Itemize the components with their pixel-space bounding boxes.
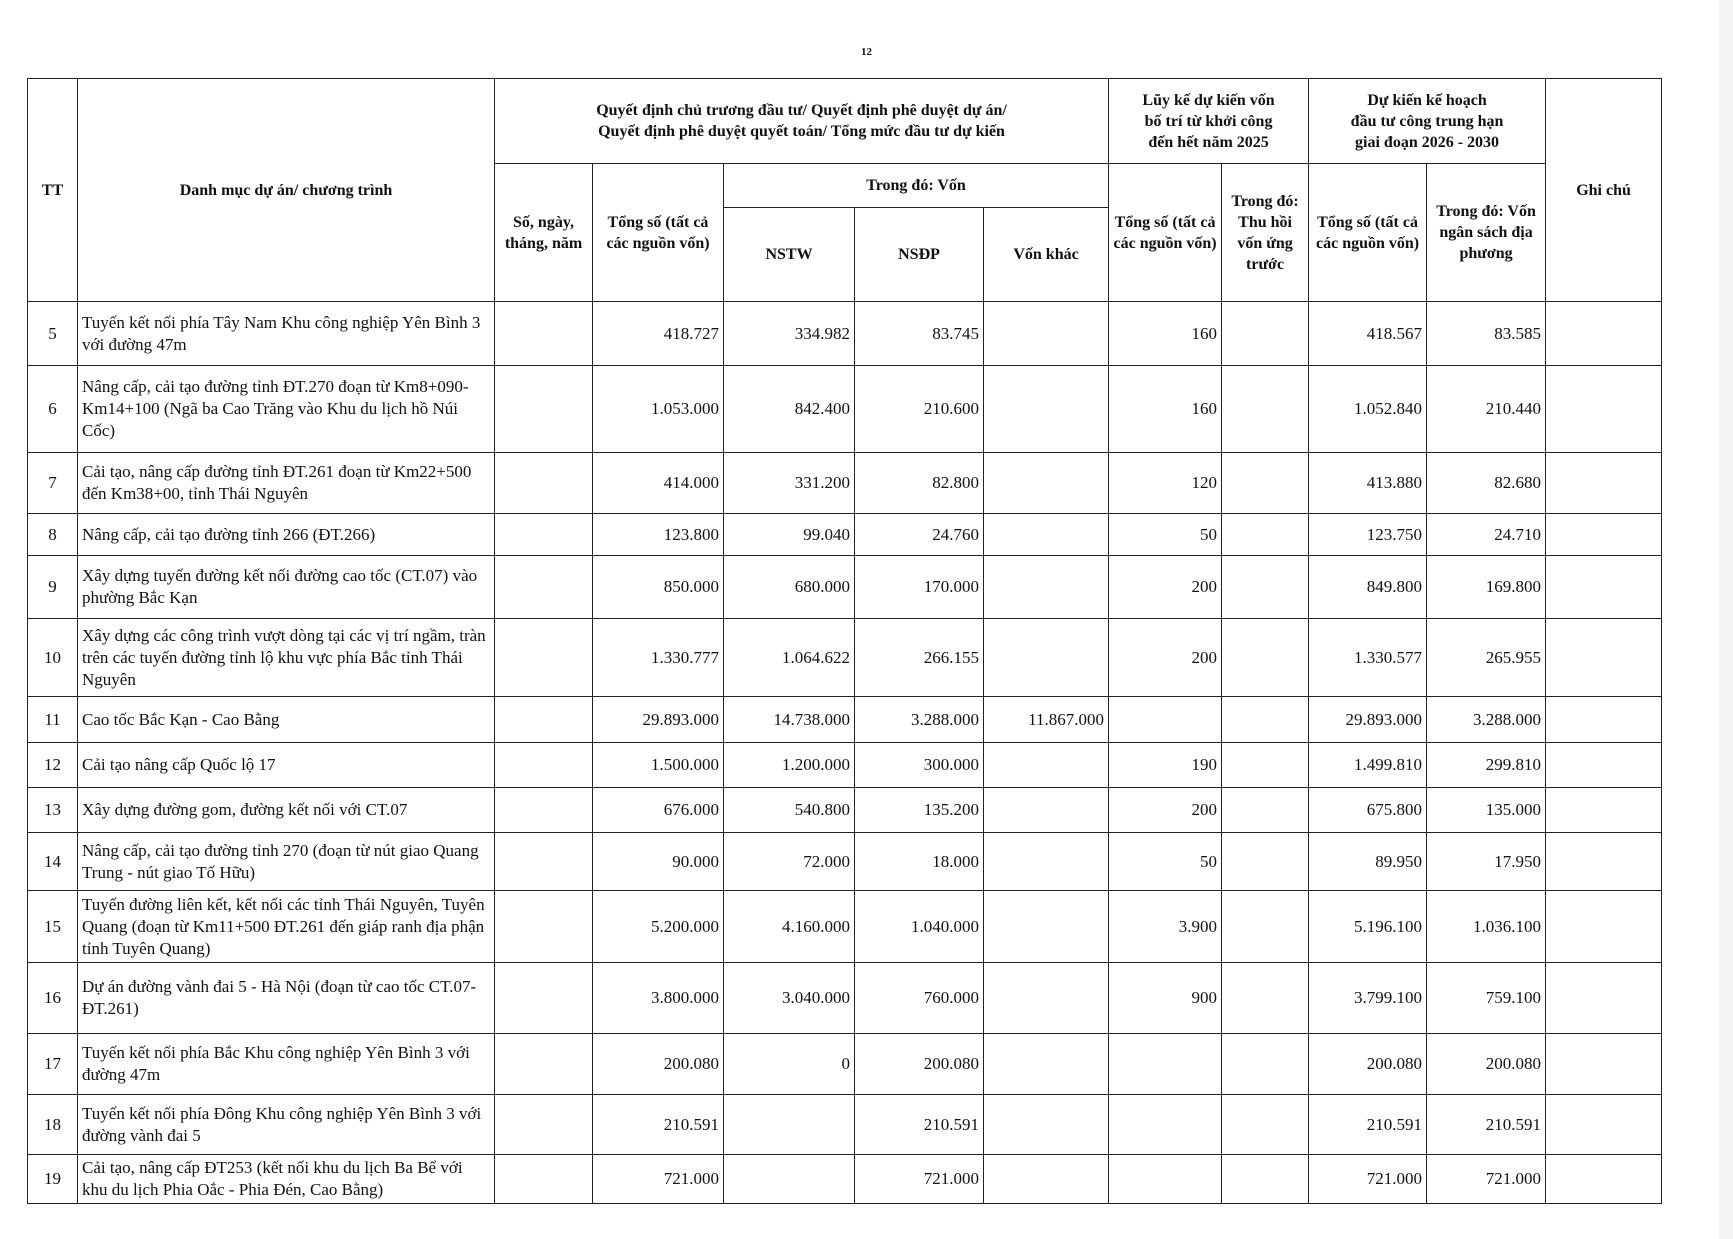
header-du-kien-line1: Dự kiến kế hoạch xyxy=(1367,91,1487,109)
cell-von-khac xyxy=(984,1155,1109,1204)
cell-tong-so: 676.000 xyxy=(593,788,724,833)
cell-nstw: 540.800 xyxy=(724,788,855,833)
cell-nstw: 334.982 xyxy=(724,302,855,366)
cell-tong-so: 418.727 xyxy=(593,302,724,366)
header-quyet-dinh-line2: Quyết định phê duyệt quyết toán/ Tổng mức đầu tư dự kiến xyxy=(598,123,1005,140)
cell-von-khac xyxy=(984,743,1109,788)
cell-name: Cải tạo, nâng cấp đường tỉnh ĐT.261 đoạn từ Km22+500 đến Km38+00, tỉnh Thái Nguyên xyxy=(78,453,495,514)
cell-von-khac xyxy=(984,556,1109,619)
cell-tt: 6 xyxy=(28,366,78,453)
cell-so-ngay xyxy=(495,514,593,556)
cell-tt: 11 xyxy=(28,697,78,743)
table-row xyxy=(28,697,1662,743)
cell-dk-tong: 1.052.840 xyxy=(1309,366,1427,453)
cell-luy-ke: 900 xyxy=(1109,963,1222,1034)
cell-nsdp: 721.000 xyxy=(855,1155,984,1204)
header-trong-do-von: Trong đó: Vốn xyxy=(724,164,1109,208)
header-du-kien-line2: đầu tư công trung hạn xyxy=(1350,112,1504,130)
cell-luy-ke: 160 xyxy=(1109,366,1222,453)
cell-ghi-chu xyxy=(1546,697,1662,743)
header-dk-tong-so: Tổng số (tất cả các nguồn vốn) xyxy=(1309,164,1427,302)
table-row xyxy=(28,302,1662,366)
cell-so-ngay xyxy=(495,556,593,619)
cell-tong-so: 210.591 xyxy=(593,1095,724,1155)
cell-so-ngay xyxy=(495,697,593,743)
cell-ghi-chu xyxy=(1546,556,1662,619)
cell-name: Nâng cấp, cải tạo đường tỉnh 270 (đoạn từ nút giao Quang Trung - nút giao Tố Hữu) xyxy=(78,833,495,891)
cell-dk-tong: 418.567 xyxy=(1309,302,1427,366)
cell-dk-tong: 123.750 xyxy=(1309,514,1427,556)
cell-tt: 10 xyxy=(28,619,78,697)
header-nsdp: NSĐP xyxy=(855,208,984,302)
cell-thu-hoi xyxy=(1222,1155,1309,1204)
cell-tt: 18 xyxy=(28,1095,78,1155)
cell-von-khac xyxy=(984,1034,1109,1095)
cell-so-ngay xyxy=(495,743,593,788)
cell-tt: 14 xyxy=(28,833,78,891)
cell-ghi-chu xyxy=(1546,788,1662,833)
cell-so-ngay xyxy=(495,1095,593,1155)
cell-von-khac xyxy=(984,619,1109,697)
cell-so-ngay xyxy=(495,619,593,697)
cell-nstw xyxy=(724,1155,855,1204)
cell-luy-ke: 120 xyxy=(1109,453,1222,514)
cell-so-ngay xyxy=(495,302,593,366)
cell-thu-hoi xyxy=(1222,891,1309,963)
cell-luy-ke: 160 xyxy=(1109,302,1222,366)
cell-dk-tong: 210.591 xyxy=(1309,1095,1427,1155)
cell-dk-tong: 1.499.810 xyxy=(1309,743,1427,788)
cell-von-khac: 11.867.000 xyxy=(984,697,1109,743)
header-quyet-dinh xyxy=(495,79,1109,164)
table-row xyxy=(28,1095,1662,1155)
cell-von-khac xyxy=(984,891,1109,963)
cell-dk-ndp: 169.800 xyxy=(1427,556,1546,619)
cell-name: Dự án đường vành đai 5 - Hà Nội (đoạn từ cao tốc CT.07-ĐT.261) xyxy=(78,963,495,1034)
cell-luy-ke xyxy=(1109,1155,1222,1204)
cell-name: Tuyến kết nối phía Tây Nam Khu công nghiệp Yên Bình 3 với đường 47m xyxy=(78,302,495,366)
investment-table xyxy=(27,78,1662,1204)
cell-thu-hoi xyxy=(1222,453,1309,514)
cell-dk-ndp: 135.000 xyxy=(1427,788,1546,833)
cell-tong-so: 3.800.000 xyxy=(593,963,724,1034)
cell-tong-so: 1.053.000 xyxy=(593,366,724,453)
cell-luy-ke: 50 xyxy=(1109,833,1222,891)
cell-dk-tong: 5.196.100 xyxy=(1309,891,1427,963)
cell-thu-hoi xyxy=(1222,833,1309,891)
cell-name: Nâng cấp, cải tạo đường tỉnh ĐT.270 đoạn từ Km8+090-Km14+100 (Ngã ba Cao Trăng vào Khu du lịch hồ Núi Cốc) xyxy=(78,366,495,453)
cell-nstw: 1.064.622 xyxy=(724,619,855,697)
table-row xyxy=(28,556,1662,619)
cell-ghi-chu xyxy=(1546,1095,1662,1155)
cell-name: Cao tốc Bắc Kạn - Cao Bằng xyxy=(78,697,495,743)
cell-nstw: 1.200.000 xyxy=(724,743,855,788)
page-number: 12 xyxy=(861,46,872,58)
header-luy-ke-line3: đến hết năm 2025 xyxy=(1148,133,1269,151)
cell-tt: 7 xyxy=(28,453,78,514)
cell-tt: 8 xyxy=(28,514,78,556)
cell-von-khac xyxy=(984,963,1109,1034)
cell-nsdp: 210.600 xyxy=(855,366,984,453)
cell-dk-ndp: 17.950 xyxy=(1427,833,1546,891)
table-row xyxy=(28,963,1662,1034)
header-danh-muc: Danh mục dự án/ chương trình xyxy=(78,79,495,302)
cell-tong-so: 5.200.000 xyxy=(593,891,724,963)
cell-tt: 12 xyxy=(28,743,78,788)
cell-nsdp: 266.155 xyxy=(855,619,984,697)
header-luy-ke-line1: Lũy kế dự kiến vốn xyxy=(1142,91,1275,109)
cell-thu-hoi xyxy=(1222,743,1309,788)
cell-dk-ndp: 83.585 xyxy=(1427,302,1546,366)
cell-von-khac xyxy=(984,302,1109,366)
cell-thu-hoi xyxy=(1222,697,1309,743)
cell-thu-hoi xyxy=(1222,1034,1309,1095)
cell-nsdp: 24.760 xyxy=(855,514,984,556)
cell-tong-so: 1.330.777 xyxy=(593,619,724,697)
table-row xyxy=(28,366,1662,453)
cell-name: Cải tạo, nâng cấp ĐT253 (kết nối khu du lịch Ba Bể với khu du lịch Phia Oắc - Phia Đén, Cao Bằng) xyxy=(78,1155,495,1204)
cell-luy-ke: 3.900 xyxy=(1109,891,1222,963)
cell-nstw: 331.200 xyxy=(724,453,855,514)
cell-name: Xây dựng các công trình vượt dòng tại các vị trí ngầm, tràn trên các tuyến đường tỉnh lộ khu vực phía Bắc tỉnh Thái Nguyên xyxy=(78,619,495,697)
cell-dk-ndp: 759.100 xyxy=(1427,963,1546,1034)
cell-ghi-chu xyxy=(1546,1155,1662,1204)
cell-dk-ndp: 82.680 xyxy=(1427,453,1546,514)
cell-nsdp: 3.288.000 xyxy=(855,697,984,743)
cell-tt: 5 xyxy=(28,302,78,366)
cell-so-ngay xyxy=(495,1034,593,1095)
cell-ghi-chu xyxy=(1546,514,1662,556)
cell-dk-ndp: 3.288.000 xyxy=(1427,697,1546,743)
cell-nsdp: 18.000 xyxy=(855,833,984,891)
cell-ghi-chu xyxy=(1546,833,1662,891)
cell-tong-so: 850.000 xyxy=(593,556,724,619)
cell-tong-so: 29.893.000 xyxy=(593,697,724,743)
cell-nstw: 72.000 xyxy=(724,833,855,891)
cell-ghi-chu xyxy=(1546,743,1662,788)
header-luy-ke xyxy=(1109,79,1309,164)
table-row xyxy=(28,1155,1662,1204)
cell-luy-ke: 200 xyxy=(1109,788,1222,833)
cell-dk-tong: 849.800 xyxy=(1309,556,1427,619)
cell-name: Tuyến kết nối phía Đông Khu công nghiệp Yên Bình 3 với đường vành đai 5 xyxy=(78,1095,495,1155)
cell-nstw: 842.400 xyxy=(724,366,855,453)
cell-nstw: 99.040 xyxy=(724,514,855,556)
cell-luy-ke: 200 xyxy=(1109,619,1222,697)
header-dk-trong-do: Trong đó: Vốn ngân sách địa phương xyxy=(1427,164,1546,302)
cell-tt: 15 xyxy=(28,891,78,963)
cell-thu-hoi xyxy=(1222,302,1309,366)
cell-nstw: 4.160.000 xyxy=(724,891,855,963)
cell-nsdp: 200.080 xyxy=(855,1034,984,1095)
table-row xyxy=(28,514,1662,556)
table-row xyxy=(28,891,1662,963)
cell-ghi-chu xyxy=(1546,302,1662,366)
cell-von-khac xyxy=(984,514,1109,556)
cell-tt: 17 xyxy=(28,1034,78,1095)
cell-nsdp: 210.591 xyxy=(855,1095,984,1155)
cell-tong-so: 721.000 xyxy=(593,1155,724,1204)
header-quyet-dinh-line1: Quyết định chủ trương đầu tư/ Quyết định phê duyệt dự án/ xyxy=(596,102,1007,119)
cell-tt: 19 xyxy=(28,1155,78,1204)
cell-dk-tong: 413.880 xyxy=(1309,453,1427,514)
cell-nstw xyxy=(724,1095,855,1155)
cell-thu-hoi xyxy=(1222,514,1309,556)
cell-tong-so: 90.000 xyxy=(593,833,724,891)
cell-so-ngay xyxy=(495,788,593,833)
cell-name: Cải tạo nâng cấp Quốc lộ 17 xyxy=(78,743,495,788)
cell-nstw: 0 xyxy=(724,1034,855,1095)
table-row xyxy=(28,788,1662,833)
cell-thu-hoi xyxy=(1222,1095,1309,1155)
cell-dk-ndp: 200.080 xyxy=(1427,1034,1546,1095)
cell-name: Xây dựng đường gom, đường kết nối với CT.07 xyxy=(78,788,495,833)
header-ghi-chu: Ghi chú xyxy=(1546,79,1662,302)
cell-nsdp: 1.040.000 xyxy=(855,891,984,963)
cell-dk-ndp: 299.810 xyxy=(1427,743,1546,788)
header-tt: TT xyxy=(28,79,78,302)
cell-nsdp: 760.000 xyxy=(855,963,984,1034)
cell-tong-so: 414.000 xyxy=(593,453,724,514)
cell-luy-ke: 200 xyxy=(1109,556,1222,619)
cell-ghi-chu xyxy=(1546,891,1662,963)
cell-tt: 16 xyxy=(28,963,78,1034)
cell-luy-ke: 50 xyxy=(1109,514,1222,556)
cell-dk-tong: 200.080 xyxy=(1309,1034,1427,1095)
cell-nstw: 680.000 xyxy=(724,556,855,619)
cell-so-ngay xyxy=(495,453,593,514)
cell-dk-ndp: 210.440 xyxy=(1427,366,1546,453)
cell-dk-tong: 1.330.577 xyxy=(1309,619,1427,697)
cell-dk-ndp: 24.710 xyxy=(1427,514,1546,556)
cell-von-khac xyxy=(984,1095,1109,1155)
header-von-khac: Vốn khác xyxy=(984,208,1109,302)
cell-von-khac xyxy=(984,366,1109,453)
header-nstw: NSTW xyxy=(724,208,855,302)
table-row xyxy=(28,619,1662,697)
cell-thu-hoi xyxy=(1222,556,1309,619)
cell-ghi-chu xyxy=(1546,1034,1662,1095)
cell-dk-ndp: 721.000 xyxy=(1427,1155,1546,1204)
scan-edge xyxy=(1719,0,1733,1239)
cell-von-khac xyxy=(984,788,1109,833)
header-du-kien-line3: giai đoạn 2026 - 2030 xyxy=(1355,133,1500,151)
cell-dk-tong: 89.950 xyxy=(1309,833,1427,891)
table-row xyxy=(28,833,1662,891)
cell-thu-hoi xyxy=(1222,619,1309,697)
cell-tong-so: 200.080 xyxy=(593,1034,724,1095)
header-luy-ke-tong-so: Tổng số (tất cả các nguồn vốn) xyxy=(1109,164,1222,302)
cell-so-ngay xyxy=(495,1155,593,1204)
cell-tong-so: 1.500.000 xyxy=(593,743,724,788)
cell-nsdp: 300.000 xyxy=(855,743,984,788)
cell-nsdp: 135.200 xyxy=(855,788,984,833)
cell-dk-tong: 721.000 xyxy=(1309,1155,1427,1204)
cell-dk-tong: 3.799.100 xyxy=(1309,963,1427,1034)
cell-tt: 13 xyxy=(28,788,78,833)
cell-nsdp: 83.745 xyxy=(855,302,984,366)
cell-thu-hoi xyxy=(1222,788,1309,833)
cell-nsdp: 170.000 xyxy=(855,556,984,619)
cell-ghi-chu xyxy=(1546,366,1662,453)
header-so-ngay: Số, ngày, tháng, năm xyxy=(495,164,593,302)
cell-dk-ndp: 210.591 xyxy=(1427,1095,1546,1155)
cell-dk-tong: 675.800 xyxy=(1309,788,1427,833)
cell-von-khac xyxy=(984,833,1109,891)
cell-so-ngay xyxy=(495,366,593,453)
cell-thu-hoi xyxy=(1222,963,1309,1034)
cell-dk-ndp: 265.955 xyxy=(1427,619,1546,697)
cell-luy-ke xyxy=(1109,1034,1222,1095)
table-row xyxy=(28,743,1662,788)
cell-ghi-chu xyxy=(1546,453,1662,514)
header-luy-ke-line2: bố trí từ khởi công xyxy=(1144,112,1273,130)
cell-thu-hoi xyxy=(1222,366,1309,453)
header-thu-hoi: Trong đó: Thu hồi vốn ứng trước xyxy=(1222,164,1309,302)
cell-name: Tuyến đường liên kết, kết nối các tỉnh Thái Nguyên, Tuyên Quang (đoạn từ Km11+500 ĐT.261 đến giáp ranh địa phận tỉnh Tuyên Quang) xyxy=(78,891,495,963)
cell-nstw: 14.738.000 xyxy=(724,697,855,743)
table-row xyxy=(28,1034,1662,1095)
table-row xyxy=(28,453,1662,514)
cell-dk-ndp: 1.036.100 xyxy=(1427,891,1546,963)
cell-luy-ke xyxy=(1109,697,1222,743)
cell-name: Xây dựng tuyến đường kết nối đường cao tốc (CT.07) vào phường Bắc Kạn xyxy=(78,556,495,619)
cell-luy-ke: 190 xyxy=(1109,743,1222,788)
cell-tong-so: 123.800 xyxy=(593,514,724,556)
cell-dk-tong: 29.893.000 xyxy=(1309,697,1427,743)
cell-so-ngay xyxy=(495,891,593,963)
cell-ghi-chu xyxy=(1546,619,1662,697)
cell-tt: 9 xyxy=(28,556,78,619)
cell-nsdp: 82.800 xyxy=(855,453,984,514)
cell-so-ngay xyxy=(495,833,593,891)
cell-name: Nâng cấp, cải tạo đường tỉnh 266 (ĐT.266) xyxy=(78,514,495,556)
cell-name: Tuyến kết nối phía Bắc Khu công nghiệp Yên Bình 3 với đường 47m xyxy=(78,1034,495,1095)
cell-so-ngay xyxy=(495,963,593,1034)
cell-nstw: 3.040.000 xyxy=(724,963,855,1034)
cell-ghi-chu xyxy=(1546,963,1662,1034)
cell-luy-ke xyxy=(1109,1095,1222,1155)
header-tong-so: Tổng số (tất cả các nguồn vốn) xyxy=(593,164,724,302)
cell-von-khac xyxy=(984,453,1109,514)
header-du-kien xyxy=(1309,79,1546,164)
